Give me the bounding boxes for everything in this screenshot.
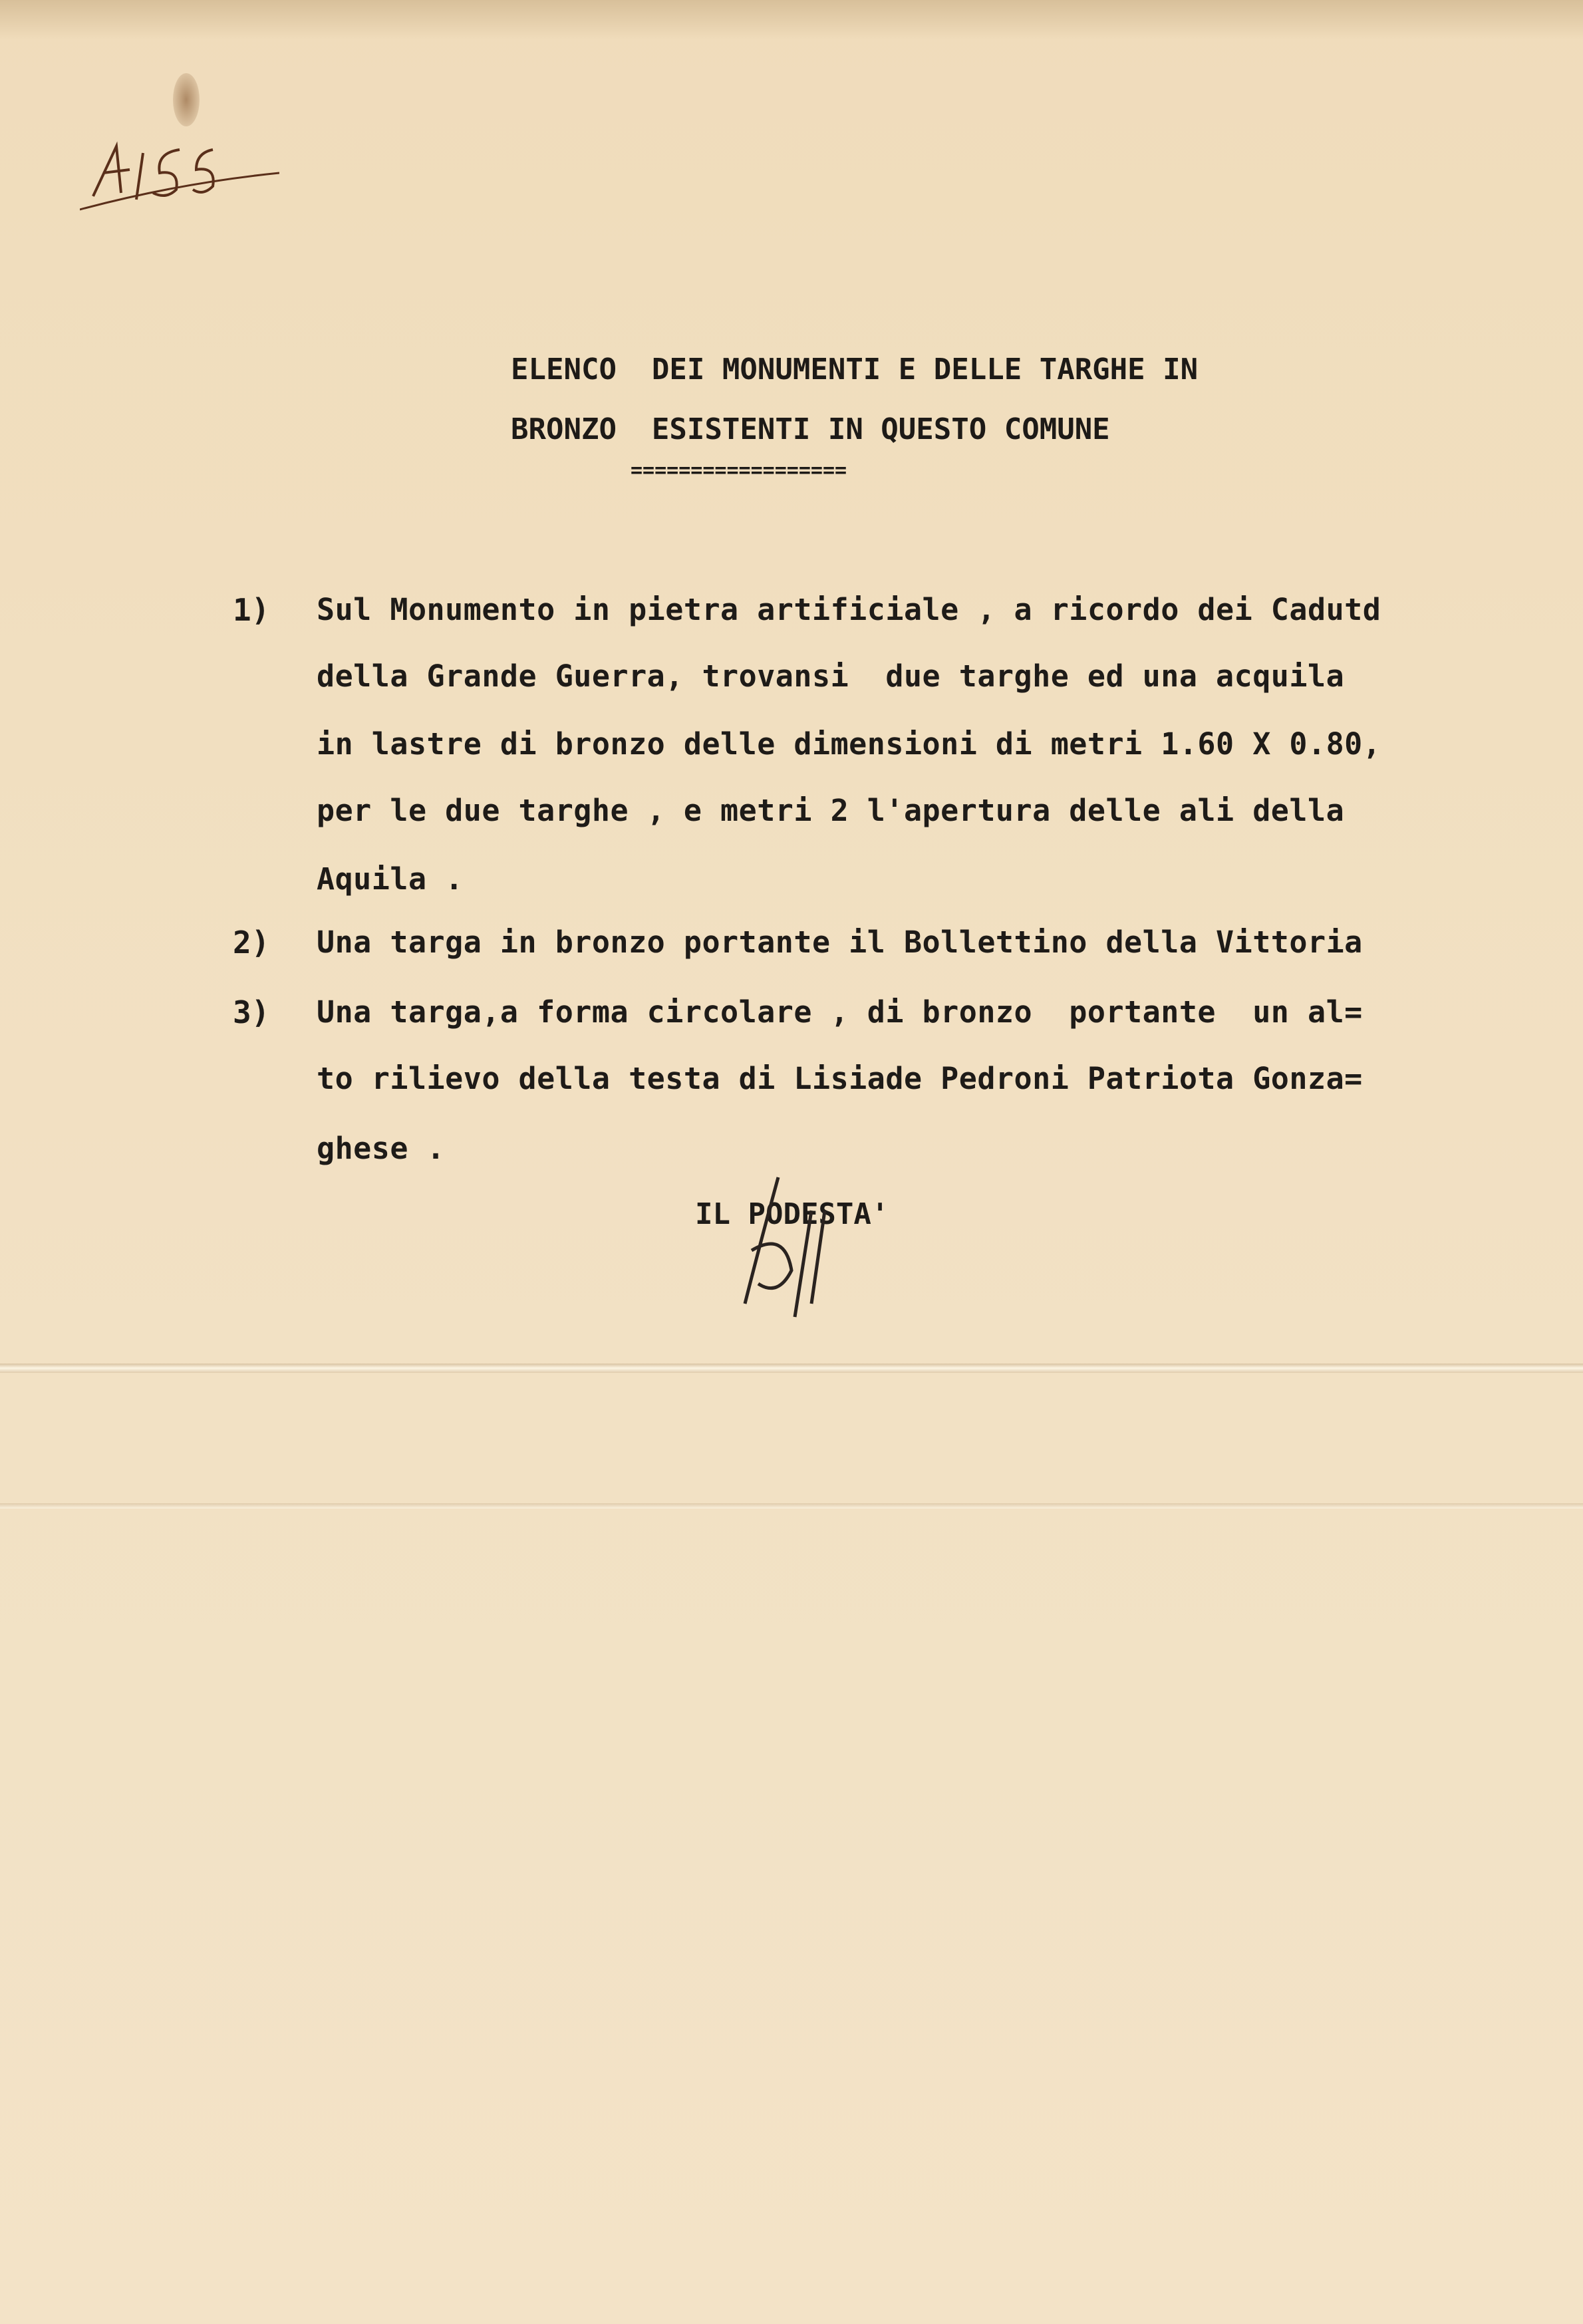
item-3-line-3: ghese . <box>317 1131 446 1166</box>
item-1-line-1: Sul Monumento in pietra artificiale , a ricordo dei Cadutd <box>317 592 1381 627</box>
item-3-line-1: Una targa,a forma circolare , di bronzo portante un al= <box>317 994 1363 1030</box>
torn-top-edge <box>0 0 1583 40</box>
item-2-line-1: Una targa in bronzo portante il Bollettino della Vittoria <box>317 925 1363 960</box>
item-1-line-4: per le due targhe , e metri 2 l'apertura delle ali della <box>317 793 1345 828</box>
ink-stain <box>173 73 200 126</box>
item-1-line-3: in lastre di bronzo delle dimensioni di metri 1.60 X 0.80, <box>317 726 1381 762</box>
item-number: 3) <box>233 994 270 1030</box>
handwritten-signature <box>732 1171 845 1324</box>
paper-fold <box>0 1364 1583 1373</box>
handwritten-number-drawing <box>80 133 279 213</box>
item-3-line-2: to rilievo della testa di Lisiade Pedroni Patriota Gonza= <box>317 1061 1363 1096</box>
signature-drawing <box>732 1171 845 1324</box>
paper-fold <box>0 1503 1583 1509</box>
item-1-line-5: Aquila . <box>317 861 464 897</box>
item-1-line-2: della Grande Guerra, trovansi due targhe ed una acquila <box>317 658 1345 694</box>
item-number: 2) <box>233 925 270 960</box>
handwritten-archive-number <box>80 133 279 213</box>
title-underline: ================== <box>631 459 847 482</box>
item-number: 1) <box>233 592 270 628</box>
document-title-line-2: BRONZO ESISTENTI IN QUESTO COMUNE <box>511 412 1110 446</box>
document-title-line-1: ELENCO DEI MONUMENTI E DELLE TARGHE IN <box>511 353 1199 386</box>
signature-label: IL PODESTA' <box>695 1197 889 1231</box>
